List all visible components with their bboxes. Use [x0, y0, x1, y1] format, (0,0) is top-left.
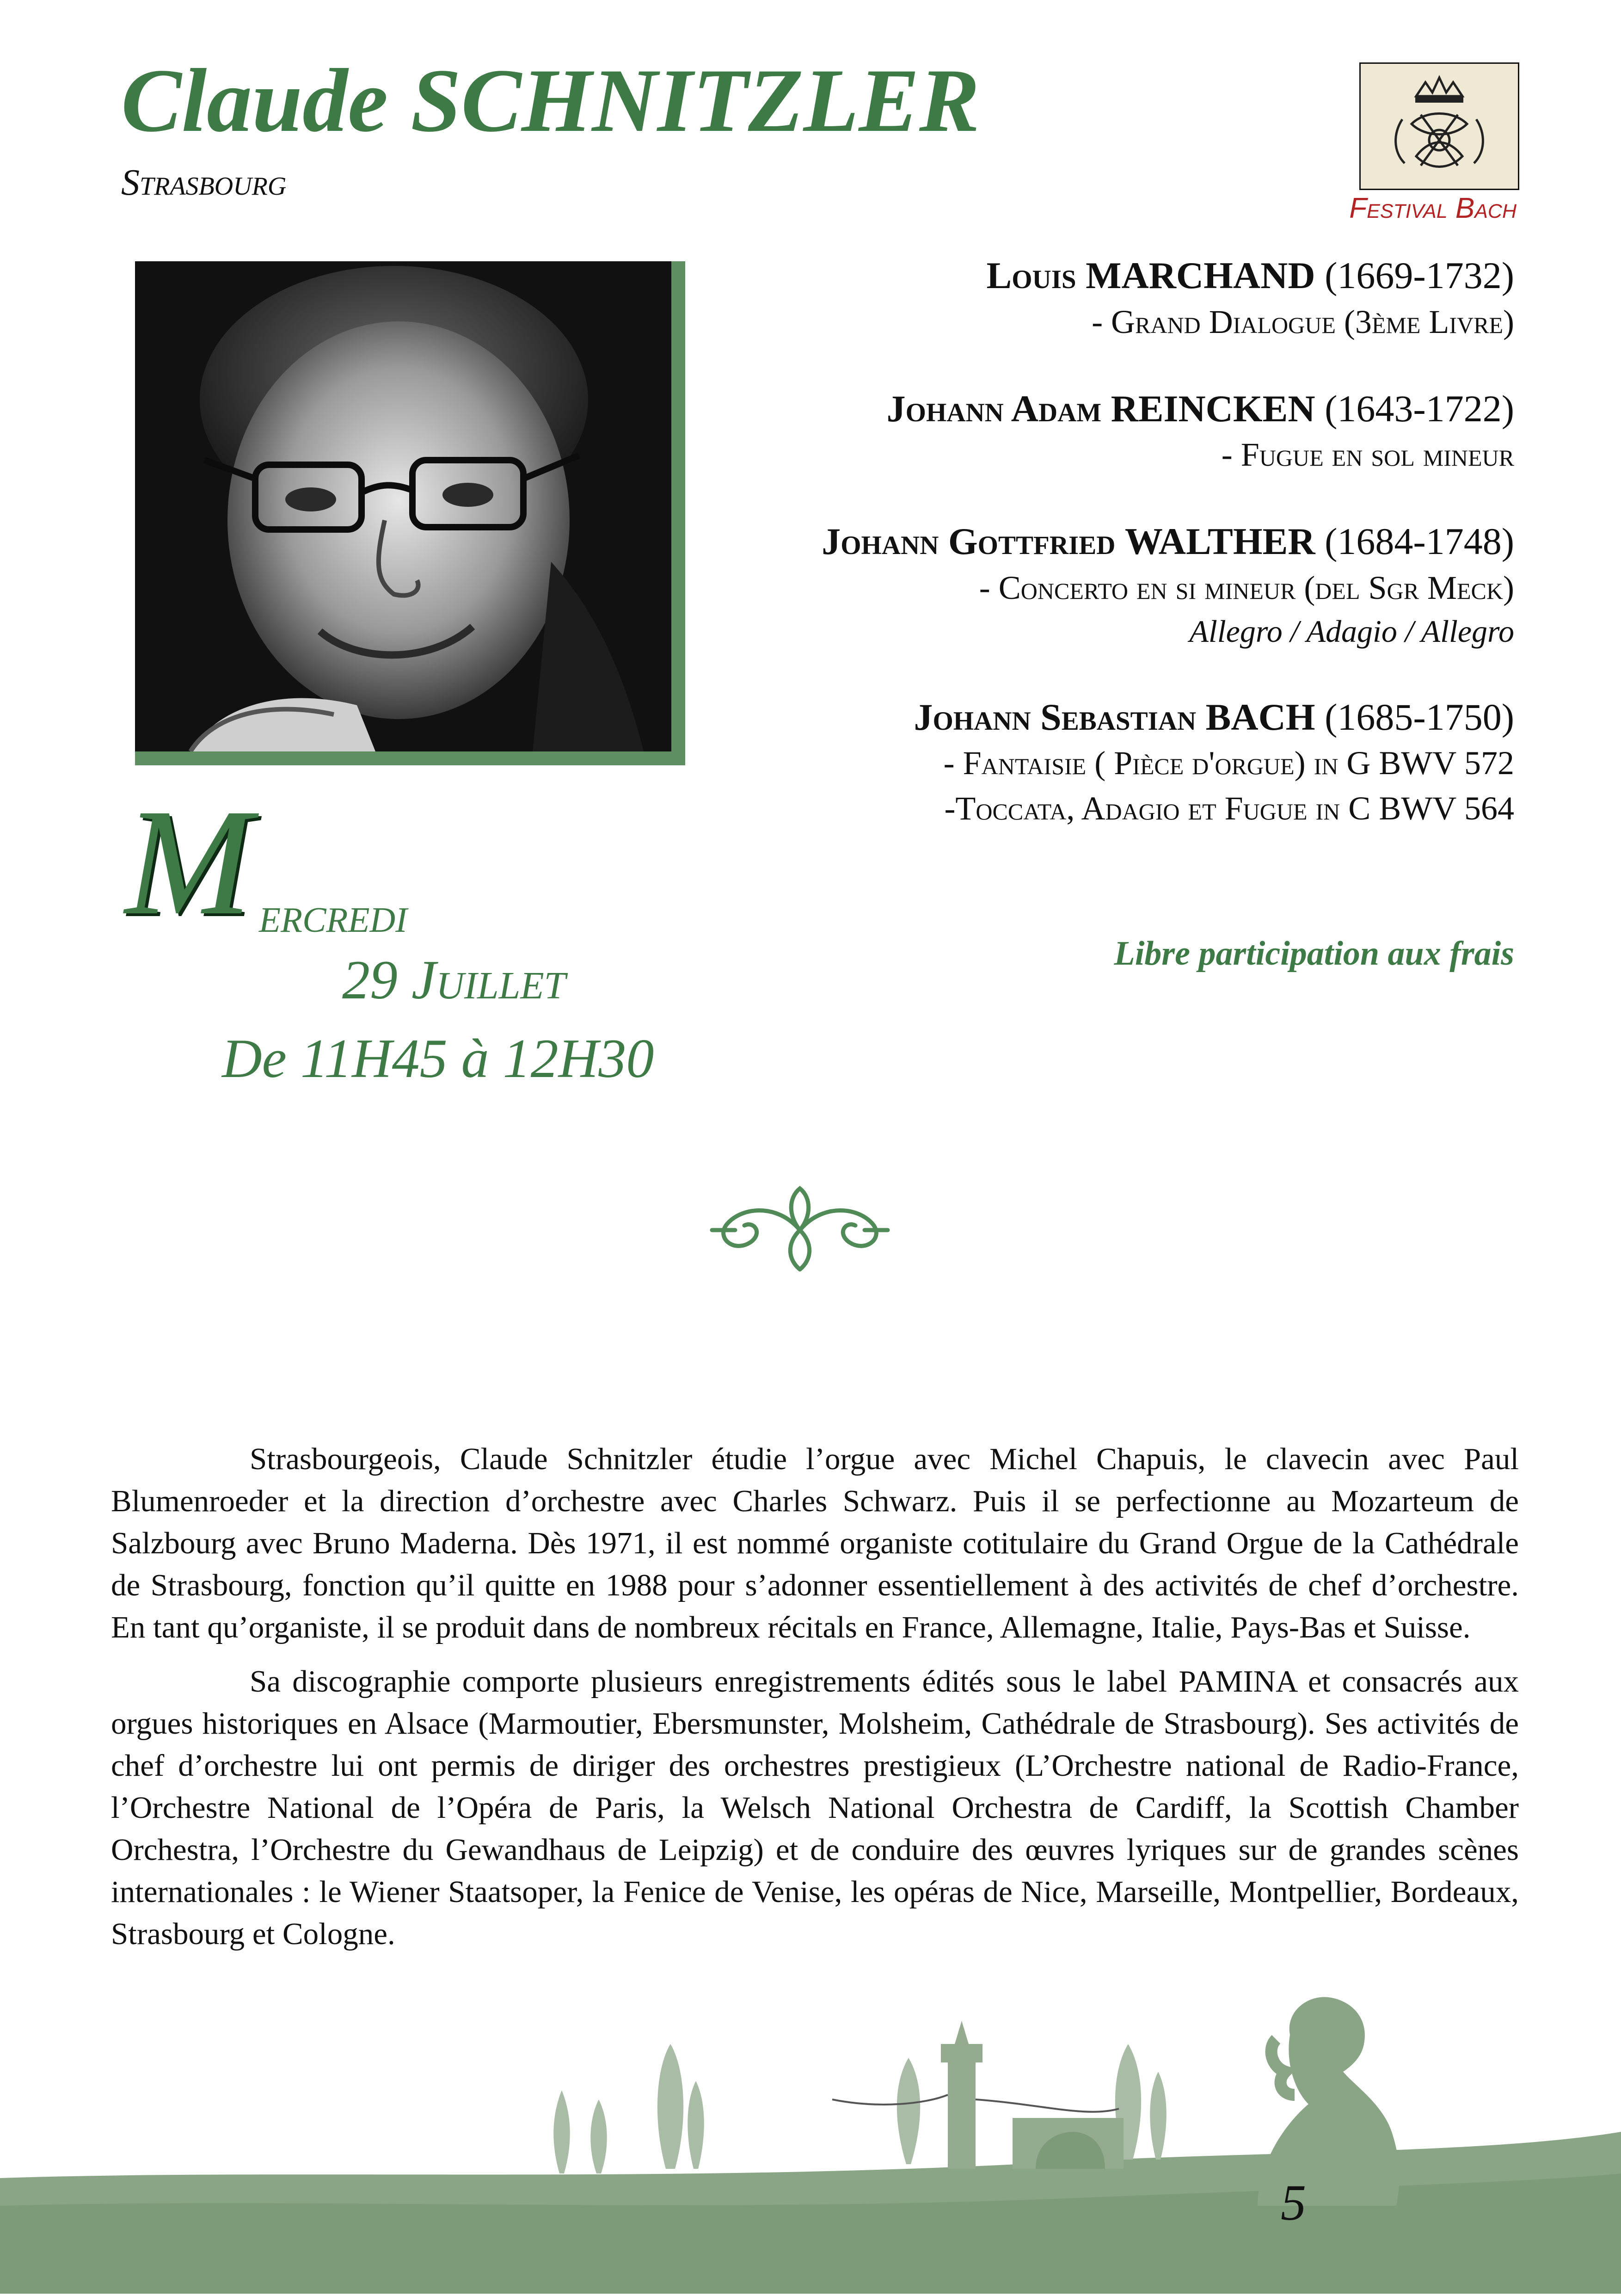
portrait-photo — [135, 261, 671, 751]
work-title: - Fantaisie ( Pièce d'orgue) in G BWV 572 — [943, 745, 1514, 782]
bio-paragraph: Strasbourgeois, Claude Schnitzler étudie l’orgue avec Michel Chapuis, le clavecin avec Paul Blumenroeder et la direction d’orchestre avec Charles Schwarz. Puis il se perfectionne au Mozarteum de Salzbourg avec Bruno Maderna. Dès 1971, il est nommé organiste cotitulaire du Grand Orgue de la Cathédrale de Strasbourg, fonction qu’il quitte en 1988 pour s’adonner essentiellement à des activités de chef d’orchestre. En tant qu’organiste, il se produit dans de nombreux récitals en France, Allemagne, Italie, Pays-Bas et Suisse. — [111, 1442, 1519, 1644]
composer-dates: (1685-1750) — [1325, 696, 1514, 738]
artist-name: Claude SCHNITZLER — [121, 50, 980, 151]
artist-city: Strasbourg — [121, 162, 287, 203]
composer-last-name: WALTHER — [1124, 520, 1315, 563]
work-title: - Grand Dialogue (3ème Livre) — [1092, 303, 1514, 340]
crown-monogram-icon — [1361, 64, 1518, 189]
composer-dates: (1669-1732) — [1325, 254, 1514, 296]
composer-last-name: BACH — [1205, 696, 1315, 738]
work-title: -Toccata, Adagio et Fugue in C BWV 564 — [944, 789, 1514, 827]
program-piece — [684, 385, 1514, 478]
program-piece — [684, 252, 1514, 345]
artist-biography — [111, 1438, 1519, 1967]
landscape-illustration — [0, 1965, 1621, 2294]
portrait-illustration — [135, 261, 671, 751]
composer-line — [684, 518, 1514, 566]
portrait-photo-frame — [135, 261, 685, 765]
fee-note: Libre participation aux frais — [1114, 935, 1514, 973]
composer-dates: (1643-1722) — [1325, 387, 1514, 430]
composer-last-name: REINCKEN — [1111, 387, 1315, 430]
concert-time: De 11H45 à 12H30 — [222, 1028, 654, 1089]
flourish-ornament-icon — [707, 1165, 892, 1276]
composer-last-name: MARCHAND — [1086, 254, 1315, 296]
concert-program — [684, 252, 1514, 872]
program-piece — [684, 694, 1514, 831]
composer-line — [684, 694, 1514, 741]
day-name: ercredi — [259, 886, 407, 943]
composer-first-name: Johann Adam — [886, 387, 1102, 430]
work-movements: Allegro / Adagio / Allegro — [1189, 614, 1514, 649]
page-number: 5 — [1281, 2174, 1306, 2231]
work-title: - Concerto en si mineur (del Sgr Meck) — [979, 569, 1514, 606]
bio-paragraph: Sa discographie comporte plusieurs enregistrements édités sous le label PAMINA et consacrés aux orgues historiques en Alsace (Marmoutier, Ebersmunster, Molsheim, Cathédrale de Strasbourg). Ses activités de chef d’orchestre lui ont permis de diriger des orchestres prestigieux (L’Orchestre national de Radio-France, l’Orchestre National de l’Opéra de Paris, la Welsch National Orchestra de Cardiff, la Scottish Chamber Orchestra, l’Orchestre du Gewandhaus de Leipzig) et de conduire des œuvres lyriques sur de grandes scènes internationales : le Wiener Staatsoper, la Fenice de Venise, les opéras de Nice, Marseille, Montpellier, Bordeaux, Strasbourg et Cologne. — [111, 1664, 1519, 1951]
composer-line — [684, 385, 1514, 433]
work-title: - Fugue en sol mineur — [1221, 436, 1514, 474]
composer-line — [684, 252, 1514, 300]
festival-label: Festival Bach — [1349, 192, 1517, 224]
composer-first-name: Louis — [986, 254, 1076, 296]
composer-first-name: Johann Gottfried — [822, 520, 1116, 563]
day-initial: M — [125, 778, 252, 947]
program-piece — [684, 518, 1514, 652]
composer-dates: (1684-1748) — [1325, 520, 1514, 563]
composer-first-name: Johann Sebastian — [914, 696, 1197, 738]
concert-date: 29 Juillet — [342, 949, 566, 1010]
festival-logo — [1359, 62, 1519, 190]
